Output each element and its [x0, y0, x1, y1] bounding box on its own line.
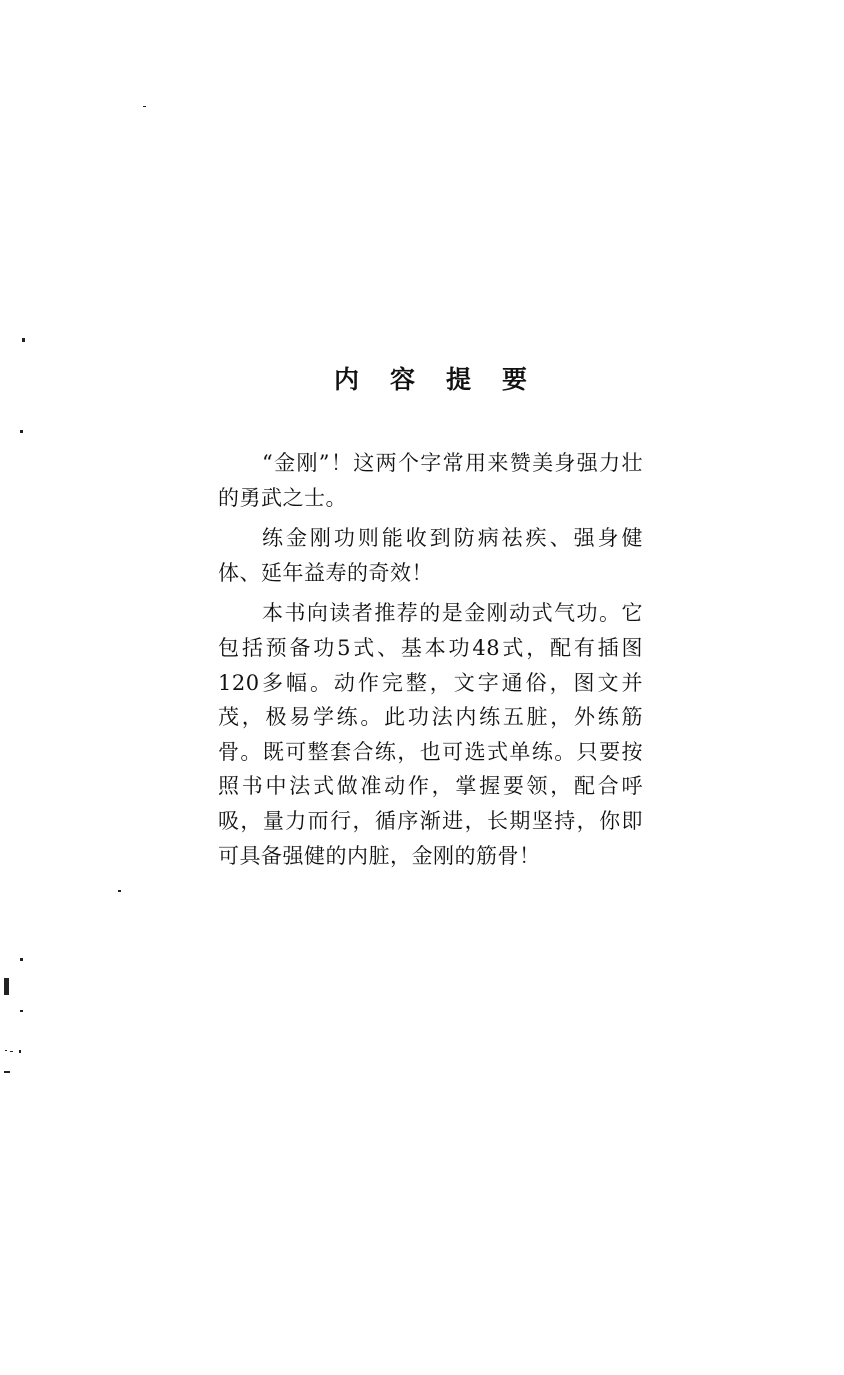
- scan-speck: [4, 978, 9, 995]
- scan-speck: [20, 430, 23, 433]
- scan-speck: [20, 958, 23, 961]
- scan-speck: [143, 106, 146, 107]
- scan-speck: [5, 1050, 7, 1051]
- paragraph-intro: “金刚”！这两个字常用来赞美身强力壮的勇武之士。: [218, 451, 643, 510]
- scan-speck: [4, 1071, 10, 1073]
- scan-speck: [20, 1010, 23, 1012]
- scan-speck: [118, 890, 121, 892]
- section-title: 内容提要: [333, 365, 558, 394]
- scan-speck: [10, 1051, 13, 1052]
- scan-speck: [19, 1050, 21, 1053]
- paragraph-contents: 本书向读者推荐的是金刚动式气功。它包括预备功5式、基本功48式，配有插图120多幅。动作完整，文字通俗，图文并茂，极易学练。此功法内练五脏，外练筋骨。既可整套合练，也可选式单练。只要按照书中法式做准动作，掌握要领，配合呼吸，量力而行，循序渐进，长期坚持，你即可具备强健的内脏，金刚的筋骨！: [218, 601, 643, 868]
- scan-speck: [22, 338, 25, 342]
- paragraph-benefits: 练金刚功则能收到防病祛疾、强身健体、延年益寿的奇效！: [218, 526, 643, 585]
- summary-body: [218, 446, 643, 879]
